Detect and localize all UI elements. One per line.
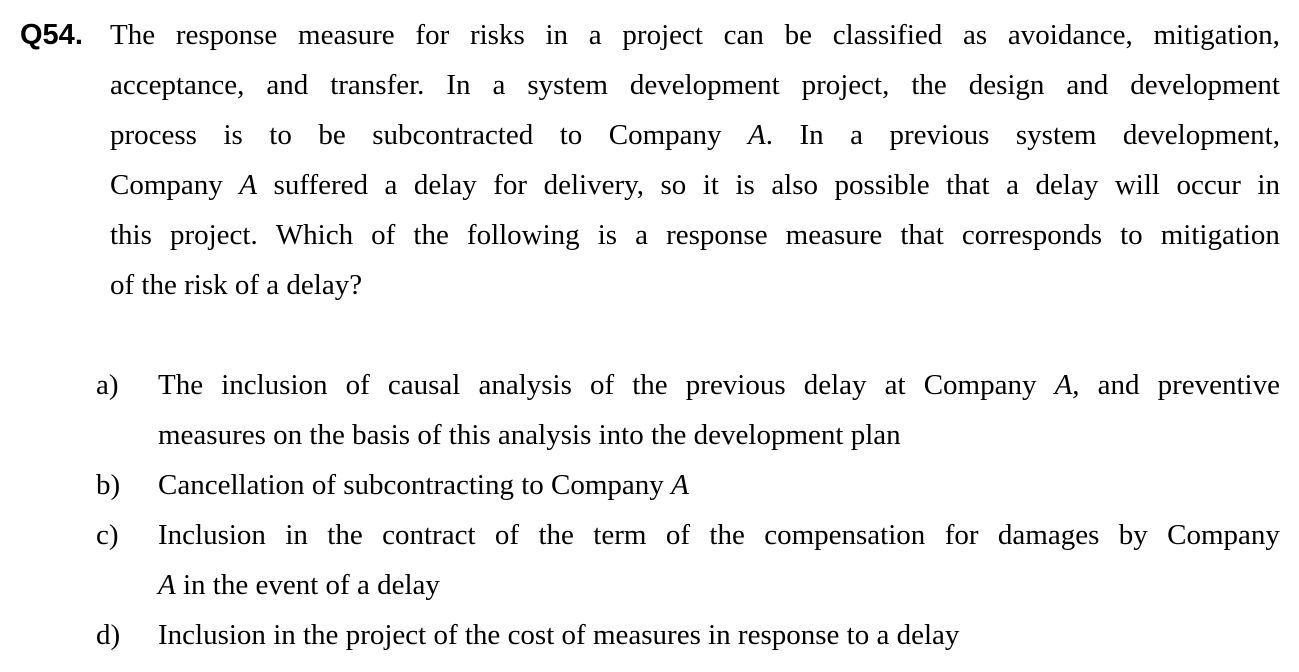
option-line: Inclusion in the project of the cost of measures in response to a delay xyxy=(158,619,960,651)
option-line: Inclusion in the contract of the term of the compensation for damages by Company xyxy=(158,519,1280,551)
option-letter: d) xyxy=(96,619,121,651)
question-line: process is to be subcontracted to Company A. In a previous system development, xyxy=(110,119,1280,151)
option-line: A in the event of a delay xyxy=(158,569,440,601)
question-text xyxy=(110,10,1280,310)
option-b[interactable] xyxy=(96,460,1280,510)
question-number: Q54. xyxy=(20,19,83,51)
option-a[interactable] xyxy=(96,360,1280,460)
option-line: The inclusion of causal analysis of the previous delay at Company A, and preventive xyxy=(158,369,1280,401)
question-line: of the risk of a delay? xyxy=(110,269,363,301)
question-line: acceptance, and transfer. In a system development project, the design and development xyxy=(110,69,1280,101)
question-line: this project. Which of the following is a response measure that corresponds to mitigation xyxy=(110,219,1280,251)
option-letter: b) xyxy=(96,469,121,501)
option-line: Cancellation of subcontracting to Company A xyxy=(158,469,689,501)
option-letter: a) xyxy=(96,369,119,401)
question-line: Company A suffered a delay for delivery, so it is also possible that a delay will occur in xyxy=(110,169,1280,201)
option-letter: c) xyxy=(96,519,119,551)
option-d[interactable] xyxy=(96,610,1280,660)
question-line: The response measure for risks in a project can be classified as avoidance, mitigation, xyxy=(110,19,1280,51)
option-line: measures on the basis of this analysis into the development plan xyxy=(158,419,901,451)
answer-options xyxy=(96,360,1280,660)
option-c[interactable] xyxy=(96,510,1280,610)
